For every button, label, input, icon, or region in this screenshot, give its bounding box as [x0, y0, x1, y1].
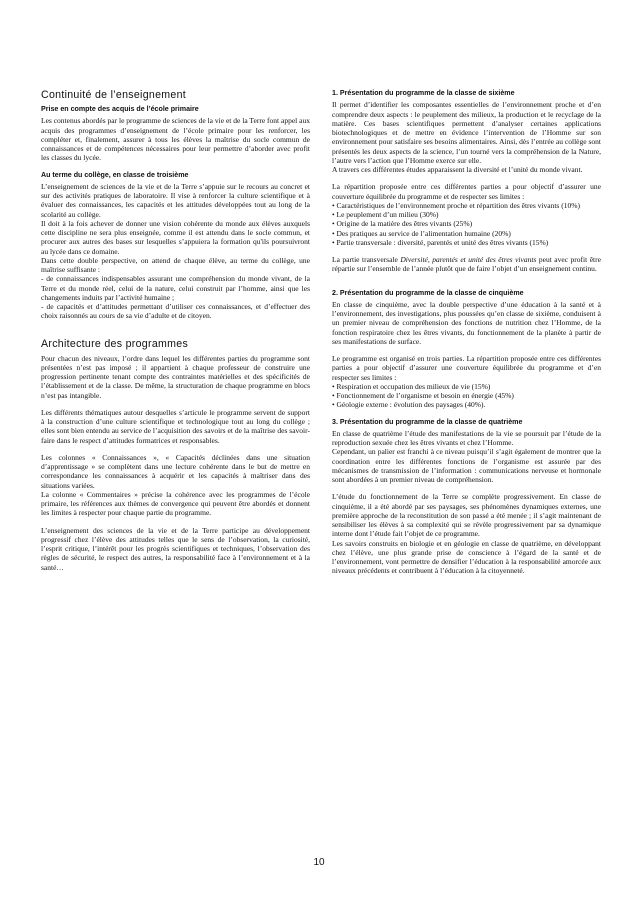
paragraph: L’enseignement des sciences de la vie et de la Terre participe au développement progressif chez l’élève des attitudes telles que le sens de l’observation, la curiosité, l’esprit critique, l’intérêt pour les progrès scientifiques et techniques, l’observation des règles de sécurité, le respect des autres, la responsabilité face à l’environnement et à la santé… [41, 525, 310, 572]
paragraph: Les colonnes « Connaissances », « Capacités déclinées dans une situation d’apprentissage » se complètent dans une lecture cohérente dans le but de mettre en correspondance les connaissances à acquérir et les capacités à maîtriser dans des situations variées. [41, 452, 310, 490]
section-title-continuite: Continuité de l’enseignement [41, 89, 187, 101]
list-item: • Géologie externe : évolution des paysages (40%). [332, 400, 486, 410]
text-run: La partie transversale [332, 255, 401, 265]
list-item: • Respiration et occupation des milieux de vie (15%) [332, 381, 491, 391]
list-item: • Caractéristiques de l’environnement proche et répartition des êtres vivants (10%) [332, 200, 580, 210]
page-number: 10 [313, 857, 325, 868]
paragraph: - de connaissances indispensables assurant une compréhension du monde vivant, de la Terre et du monde réel, celui de la nature, celui construit par l’homme, ainsi que les changements induits par l’activité humaine ; [41, 274, 310, 302]
emphasis-text: Diversité, parentés et unité des êtres vivants [400, 255, 537, 265]
paragraph: A travers ces différentes études apparaissent la diversité et l’unité du monde vivant. [332, 165, 583, 175]
list-item: • Fonctionnement de l’organisme et besoin en énergie (45%) [332, 391, 514, 401]
list-item: • Origine de la matière des êtres vivants (25%) [332, 219, 473, 229]
paragraph: En classe de quatrième l’étude des manifestations de la vie se poursuit par l’étude de la reproduction sexuée chez les êtres vivants et chez l’Homme. [332, 428, 601, 448]
list-item: • Le peuplement d’un milieu (30%) [332, 210, 439, 220]
left-column [41, 89, 310, 572]
paragraph-partie-transversale [332, 255, 601, 274]
paragraph: La colonne « Commentaires » précise la cohérence avec les programmes de l’école primaire, les références aux thèmes de convergence qui peuvent être abordés et donnent les limites à respecter pour chaque partie du programme. [41, 489, 310, 518]
right-column [332, 89, 601, 576]
paragraph: Pour chacun des niveaux, l’ordre dans lequel les différentes parties du programme sont présentées n’est pas imposé ; il appartient à chaque professeur de construire une progression pertinente tenant compte des contraintes matérielles et des spécificités de l’établissement et de la classe. De même, la structuration de chaque programme en blocs n’est pas intangible. [41, 353, 310, 400]
list-item: • Des pratiques au service de l’alimentation humaine (20%) [332, 228, 511, 238]
subheading-quatrieme: 3. Présentation du programme de la classe de quatrième [332, 417, 523, 426]
list-item: • Partie transversale : diversité, parentés et unité des êtres vivants (15%) [332, 237, 549, 247]
section-title-architecture: Architecture des programmes [41, 337, 189, 350]
paragraph: - de capacités et d’attitudes permettant d’utiliser ces connaissances, et d’effectuer des choix raisonnés au cours de sa vie d’adulte et de citoyen. [41, 302, 310, 321]
paragraph: L’enseignement de sciences de la vie et de la Terre s’appuie sur le recours au concret et sur des activités pratiques de laboratoire. Il vise à renforcer la culture scientifique et à évaluer des connaissances, les capacités et les attitudes développées tout au long de la scolarité au collège. [41, 181, 310, 219]
subheading-terme-college: Au terme du collège, en classe de troisième [41, 170, 189, 179]
paragraph: Les savoirs construits en biologie et en géologie en classe de quatrième, en développant chez l’élève, une plus grande prise de conscience à l’égard de la santé et de l’environnement, vont permettre de densifier l’éducation à la responsabilité amorcée aux niveaux précédents et contribuent à l’éducation à la citoyenneté. [332, 538, 601, 576]
paragraph: Les différents thématiques autour desquelles s’articule le programme servent de support à la construction d’une culture scientifique et technologique tout au long du collège ; elles sont bien entendu au service de l’acquisition des savoirs et de la maîtrise des savoir-faire dans le respect d’attitudes formatrices et responsables. [41, 407, 310, 445]
paragraph: Il permet d’identifier les composantes essentielles de l’environnement proche et d’en comprendre deux aspects : le peuplement des milieux, la production et le recyclage de la matière. Ces bases scientifiques permettent d’analyser certaines applications biotechnologiques et de mettre en évidence l’intervention de l’Homme sur son environnement pour satisfaire ses besoins alimentaires. Ainsi, dès l’entrée au collège sont présentés les deux aspects de la science, l’un tourné vers la compréhension de la Nature, l’autre vers l’action que l’Homme exerce sur elle. [332, 100, 601, 165]
paragraph: Cependant, un palier est franchi à ce niveau puisqu’il s’agit également de montrer que la coordination entre les différentes fonctions de l’organisme est assurée par des mécanismes de transmission de l’information : communications nerveuse et hormonale sont abordées à un premier niveau de compréhension. [332, 447, 601, 485]
paragraph: En classe de cinquième, avec la double perspective d’une éducation à la santé et à l’environnement, des investigations, plus poussées qu’en classe de sixième, conduisent à un premier niveau de compréhension des fonctions de nutrition chez l’Homme, de la fonction respiratoire chez les êtres vivants, du fonctionnement de la planète à partir de ses manifestations de surface. [332, 299, 601, 346]
paragraph: L’étude du fonctionnement de la Terre se complète progressivement. En classe de cinquième, il a été abordé par ses paysages, ses phénomènes dynamiques externes, une première approche de la reconstitution de son passé a été menée ; il s’agit maintenant de sensibiliser les élèves à sa complexité qui se révèle progressivement par sa dynamique interne dont l’étude fait l’objet de ce programme. [332, 492, 601, 539]
paragraph: Les contenus abordés par le programme de sciences de la vie et de la Terre font appel aux acquis des programmes d’enseignement de l’école primaire pour les renforcer, les compléter et, finalement, assurer à tous les élèves la maîtrise du socle commun de connaissances et de compétences nécessaires pour leur permettre d’aborder avec profit les classes du lycée. [41, 116, 310, 163]
subheading-sixieme: 1. Présentation du programme de la classe de sixième [332, 89, 515, 97]
paragraph: La répartition proposée entre ces différentes parties a pour objectif d’assurer une couverture équilibrée du programme et de respecter ses limites : [332, 182, 601, 201]
paragraph: Dans cette double perspective, on attend de chaque élève, au terme du collège, une maîtrise suffisante : [41, 255, 310, 275]
paragraph: Il doit à la fois achever de donner une vision cohérente du monde aux élèves auxquels cette discipline ne sera plus enseignée, comme il est attendu dans le socle commun, et procurer aux autres des bases sur lesquelles s’appuiera la formation qu'ils poursuivront au lycée dans ce domaine. [41, 218, 310, 256]
subheading-cinquieme: 2. Présentation du programme de la classe de cinquième [332, 288, 524, 297]
subheading-acquis-ecole-primaire: Prise en compte des acquis de l’école primaire [41, 105, 199, 113]
paragraph: Le programme est organisé en trois parties. La répartition proposée entre ces différentes parties a pour objectif d’assurer une couverture équilibrée du programme et d’en respecter ses limites : [332, 354, 601, 382]
text-run: peut avec profit être répartie sur l’ensemble de l’année plutôt que de faire l’objet d’un enseignement continu. [332, 255, 601, 274]
